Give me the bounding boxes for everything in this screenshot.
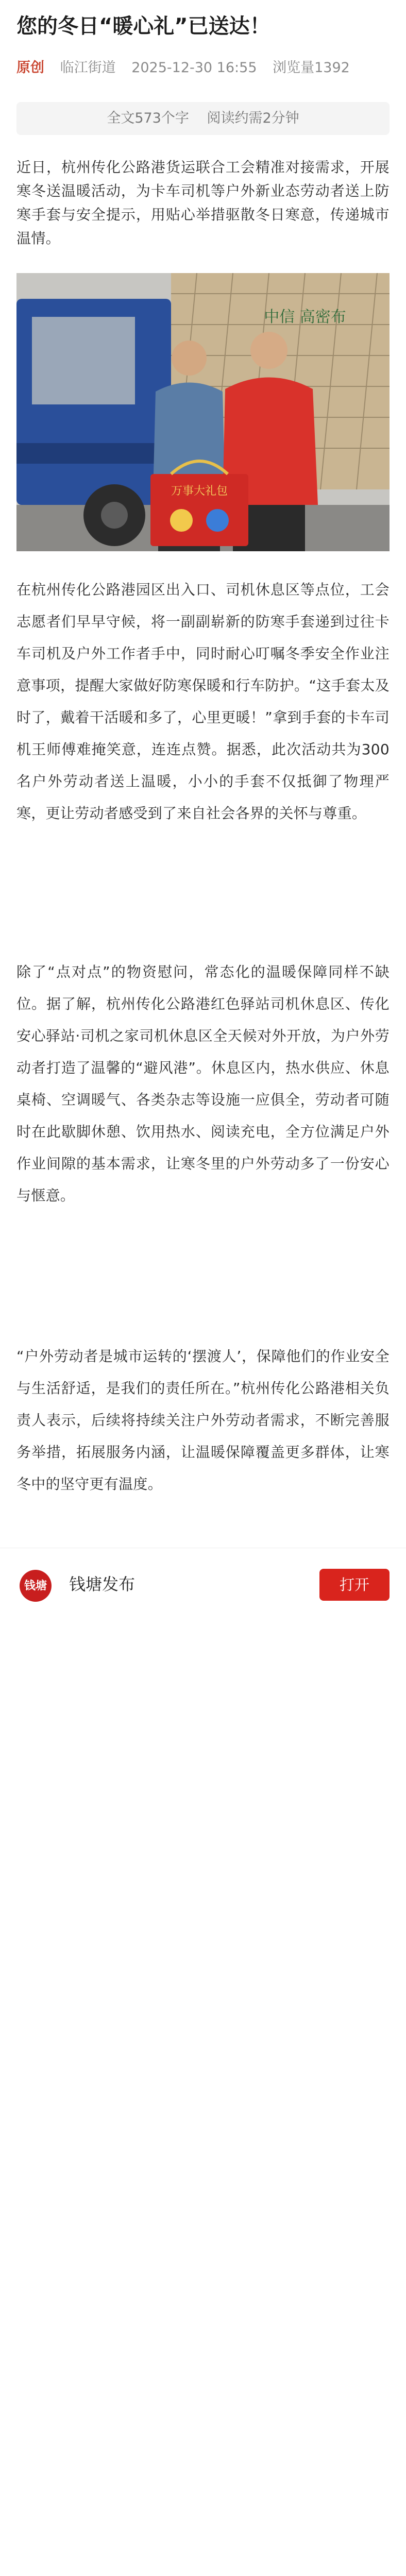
footer-bar bbox=[0, 1548, 406, 1615]
paragraph-1: 近日，杭州传化公路港货运联合工会精准对接需求，开展寒冬送温暖活动，为卡车司机等户外新业态劳动者送上防寒手套与安全提示，用贴心举措驱散冬日寒意，传递城市温情。 bbox=[16, 159, 390, 247]
open-button[interactable]: 打开 bbox=[319, 1569, 390, 1601]
gift-bag-text: 万事大礼包 bbox=[171, 485, 228, 498]
author-link[interactable]: 临江街道 bbox=[60, 60, 116, 76]
truck-bumper bbox=[16, 443, 171, 464]
paragraph-3: 除了“点对点”的物资慰问，常态化的温暖保障同样不缺位。据了解，杭州传化公路港红色驿站司机休息区、传化安心驿站·司机之家司机休息区全天候对外开放，为户外劳动者打造了温馨的“避风港”。休息区内，热水供应、休息桌椅、空调暖气、各类杂志等设施一应俱全，劳动者可随时在此歇脚休憩、饮用热水、阅读充电，全方位满足户外作业间隙的基本需求，让寒冬里的户外劳动多了一份安心与惬意。 bbox=[16, 963, 390, 1204]
publish-date: 2025-12-30 16:55 bbox=[131, 60, 257, 76]
article-title: 您的冬日“暖心礼”已送达！ bbox=[16, 14, 270, 38]
paragraph-4: “户外劳动者是城市运转的‘摆渡人’，保障他们的作业安全与生活舒适，是我们的责任所在。”杭州传化公路港相关负责人表示，后续将持续关注户外劳动者需求，不断完善服务举措，拓展服务内涵，让温暖保障覆盖更多群体，让寒冬中的坚守更有温度。 bbox=[16, 1348, 390, 1493]
brand-logo[interactable]: 钱塘 bbox=[20, 1570, 52, 1602]
article-photo[interactable] bbox=[16, 273, 390, 551]
truck-window bbox=[32, 317, 135, 404]
view-count: 浏览量1392 bbox=[273, 60, 350, 76]
word-count: 全文573个字 bbox=[107, 110, 189, 126]
photo-illustration bbox=[16, 273, 390, 551]
tarp-text: 中信 高密布 bbox=[264, 308, 346, 326]
brand-name[interactable]: 钱塘发布 bbox=[69, 1574, 136, 1594]
read-info-bar bbox=[16, 102, 390, 135]
paragraph-2: 在杭州传化公路港园区出入口、司机休息区等点位，工会志愿者们早早守候，将一副副崭新的防寒手套递到过往卡车司机及户外工作者手中，同时耐心叮嘱冬季安全作业注意事项，提醒大家做好防寒保暖和行车防护。“这手套太及时了，戴着干活暖和多了，心里更暖！”拿到手套的卡车司机王师傅难掩笑意，连连点赞。据悉，此次活动共为300名户外劳动者送上温暖，小小的手套不仅抵御了物理严寒，更让劳动者感受到了来自社会各界的关怀与尊重。 bbox=[16, 581, 390, 822]
original-tag: 原创 bbox=[16, 60, 44, 76]
volunteer-head bbox=[250, 332, 287, 369]
read-time: 阅读约需2分钟 bbox=[207, 110, 299, 126]
driver-head bbox=[172, 341, 207, 376]
article-meta bbox=[16, 58, 390, 78]
